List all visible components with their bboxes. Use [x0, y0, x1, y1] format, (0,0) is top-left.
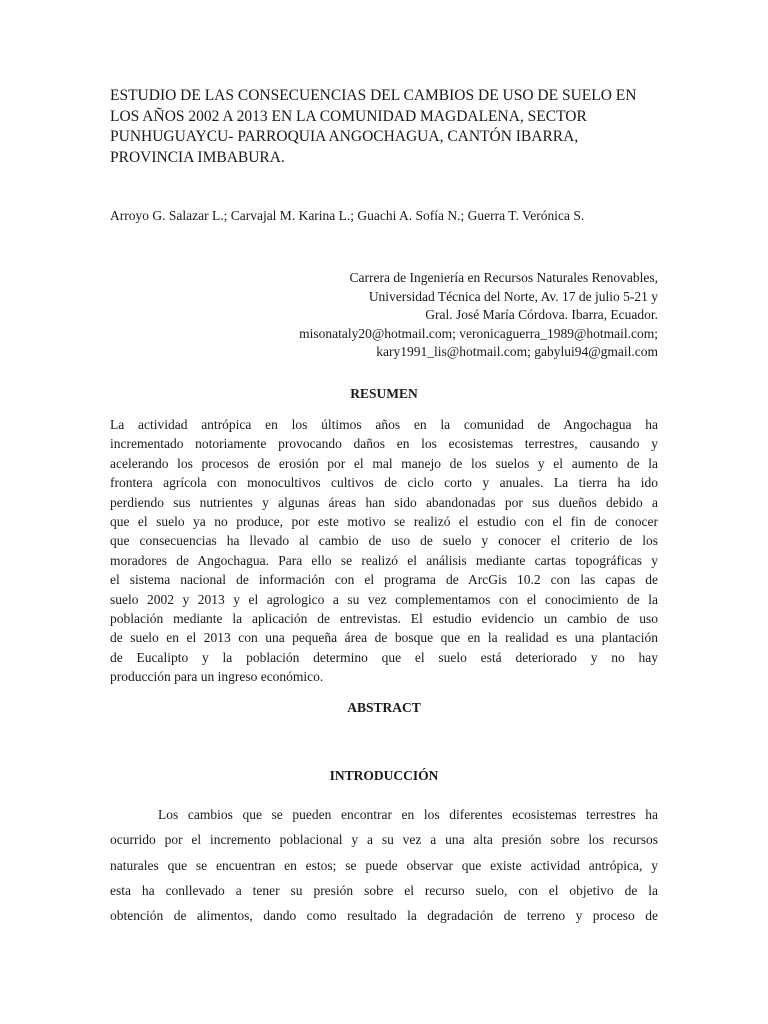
text-line: moradores de Angochagua. Para ello se realizó el análisis mediante cartas topográficas y — [110, 552, 658, 568]
resumen-heading: RESUMEN — [350, 386, 418, 401]
text-line: frontera agrícola con monocultivos cultivos de ciclo corto y anuales. La tierra ha ido — [110, 475, 658, 491]
text-line: ocurrido por el incremento poblacional y a su vez a una alta presión sobre los recursos — [110, 832, 658, 848]
text-line: esta ha conllevado a tener su presión sobre el recurso suelo, con el objetivo de la — [110, 882, 658, 898]
text-line: producción para un ingreso económico. — [110, 669, 324, 685]
text-line: acelerando los procesos de erosión por el mal manejo de los suelos y el aumento de la — [110, 455, 658, 471]
title-line: PROVINCIA IMBABURA. — [110, 148, 285, 166]
text-line: que consecuencias ha llevado al cambio de uso de suelo y conocer el criterio de los — [110, 533, 658, 549]
abstract-heading: ABSTRACT — [347, 700, 421, 715]
text-line: población mediante la aplicación de entrevistas. El estudio evidencio un cambio de uso — [110, 611, 658, 627]
text-line: de suelo en el 2013 con una pequeña área de bosque que en la realidad es una plantación — [110, 630, 658, 646]
email-line: misonataly20@hotmail.com; veronicaguerra_1989@hotmail.com; — [299, 325, 658, 341]
email-line: kary1991_lis@hotmail.com; gabylui94@gmail.com — [376, 344, 658, 360]
text-line: suelo 2002 y 2013 y el agrologico a su vez complementamos con el conocimiento de la — [110, 591, 658, 607]
affiliation-line: Universidad Técnica del Norte, Av. 17 de julio 5-21 y — [368, 288, 658, 304]
text-line: el sistema nacional de información con el programa de ArcGis 10.2 con las capas de — [110, 572, 658, 588]
affiliation-block — [299, 269, 658, 362]
title-line: LOS AÑOS 2002 A 2013 EN LA COMUNIDAD MAGDALENA, SECTOR — [110, 107, 587, 125]
title-line: PUNHUGUAYCU- PARROQUIA ANGOCHAGUA, CANTÓN IBARRA, — [110, 128, 579, 145]
introduccion-heading: INTRODUCCIÓN — [329, 768, 439, 783]
text-line: obtención de alimentos, dando como resultado la degradación de terreno y proceso de — [110, 908, 658, 924]
title-line: ESTUDIO DE LAS CONSECUENCIAS DEL CAMBIOS DE USO DE SUELO EN — [110, 87, 637, 104]
text-line: Los cambios que se pueden encontrar en los diferentes ecosistemas terrestres ha — [158, 807, 658, 822]
text-line: perdiendo sus nutrientes y algunas áreas han sido abandonadas por sus dueños debido a — [110, 494, 658, 510]
affiliation-line: Gral. José María Córdova. Ibarra, Ecuador. — [425, 307, 658, 323]
author-list: Arroyo G. Salazar L.; Carvajal M. Karina L.; Guachi A. Sofía N.; Guerra T. Verónica S. — [110, 208, 585, 223]
text-line: La actividad antrópica en los últimos años en la comunidad de Angochagua ha — [110, 417, 658, 432]
text-line: incrementado notoriamente provocando daños en los ecosistemas terrestres, causando y — [110, 436, 658, 452]
introduccion-paragraph — [110, 802, 658, 928]
affiliation-line: Carrera de Ingeniería en Recursos Naturales Renovables, — [349, 270, 658, 285]
text-line: naturales que se encuentran en estos; se puede observar que existe actividad antrópica, y — [110, 857, 658, 873]
paper-title — [110, 86, 670, 168]
text-line: de Eucalipto y la población determino que el suelo está deteriorado y no hay — [110, 649, 658, 665]
text-line: que el suelo ya no produce, por este motivo se realizó el estudio con el fin de conocer — [110, 514, 658, 530]
resumen-paragraph — [110, 415, 658, 687]
